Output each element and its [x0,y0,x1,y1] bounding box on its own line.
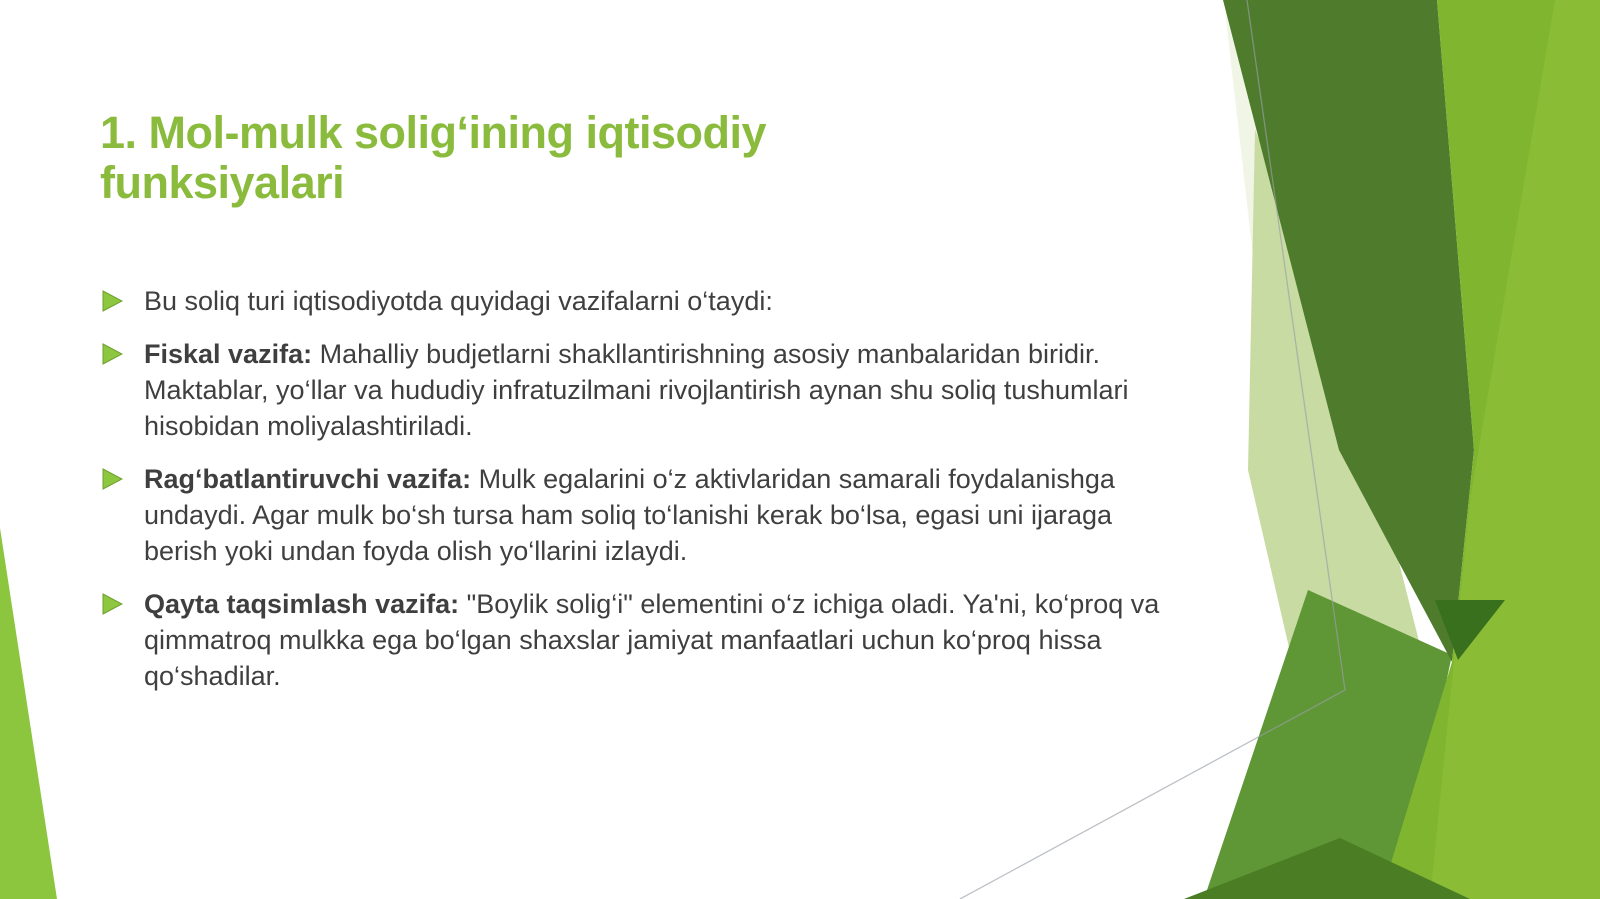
bullet-text: Bu soliq turi iqtisodiyotda quyidagi vazifalarni o‘taydi: [144,286,773,316]
bullet-lead: Rag‘batlantiruvchi vazifa: [144,464,472,494]
slide-title-line1: 1. Mol-mulk solig‘ining iqtisodiy [100,107,767,159]
bullet-arrow-icon [102,290,123,312]
bullet-lead: Fiskal vazifa: [144,339,313,369]
bullet-item-3 [100,461,1175,569]
bullet-arrow-icon [102,343,123,365]
slide-title [100,108,1100,208]
bullet-arrow-icon [102,468,123,490]
bullet-lead: Qayta taqsimlash vazifa: [144,589,460,619]
bullet-item-1 [100,283,1175,319]
bullet-item-4 [100,586,1175,694]
bullet-item-2 [100,336,1175,444]
slide-title-line2: funksiyalari [100,157,345,209]
corner-wedge [0,528,57,899]
bullet-text: Mahalliy budjetlarni shakllantirishning asosiy manbalaridan biridir. Maktablar, yo‘llar va hududiy infratuzilmani rivojlantirish aynan shu soliq tushumlari hisobidan moliyalashtiriladi. [144,339,1129,441]
bullet-text: "Boylik solig‘i" elementini o‘z ichiga oladi. Ya'ni, ko‘proq va qimmatroq mulkka ega bo‘lgan shaxslar jamiyat manfaatlari uchun ko‘proq hissa qo‘shadilar. [144,589,1160,691]
bullet-list [100,283,1175,711]
bullet-arrow-icon [102,593,123,615]
bullet-text: Mulk egalarini o‘z aktivlaridan samarali foydalanishga undaydi. Agar mulk bo‘sh tursa ham soliq to‘lanishi kerak bo‘lsa, egasi uni ijaraga berish yoki undan foyda olish yo‘llarini izlaydi. [144,464,1115,566]
